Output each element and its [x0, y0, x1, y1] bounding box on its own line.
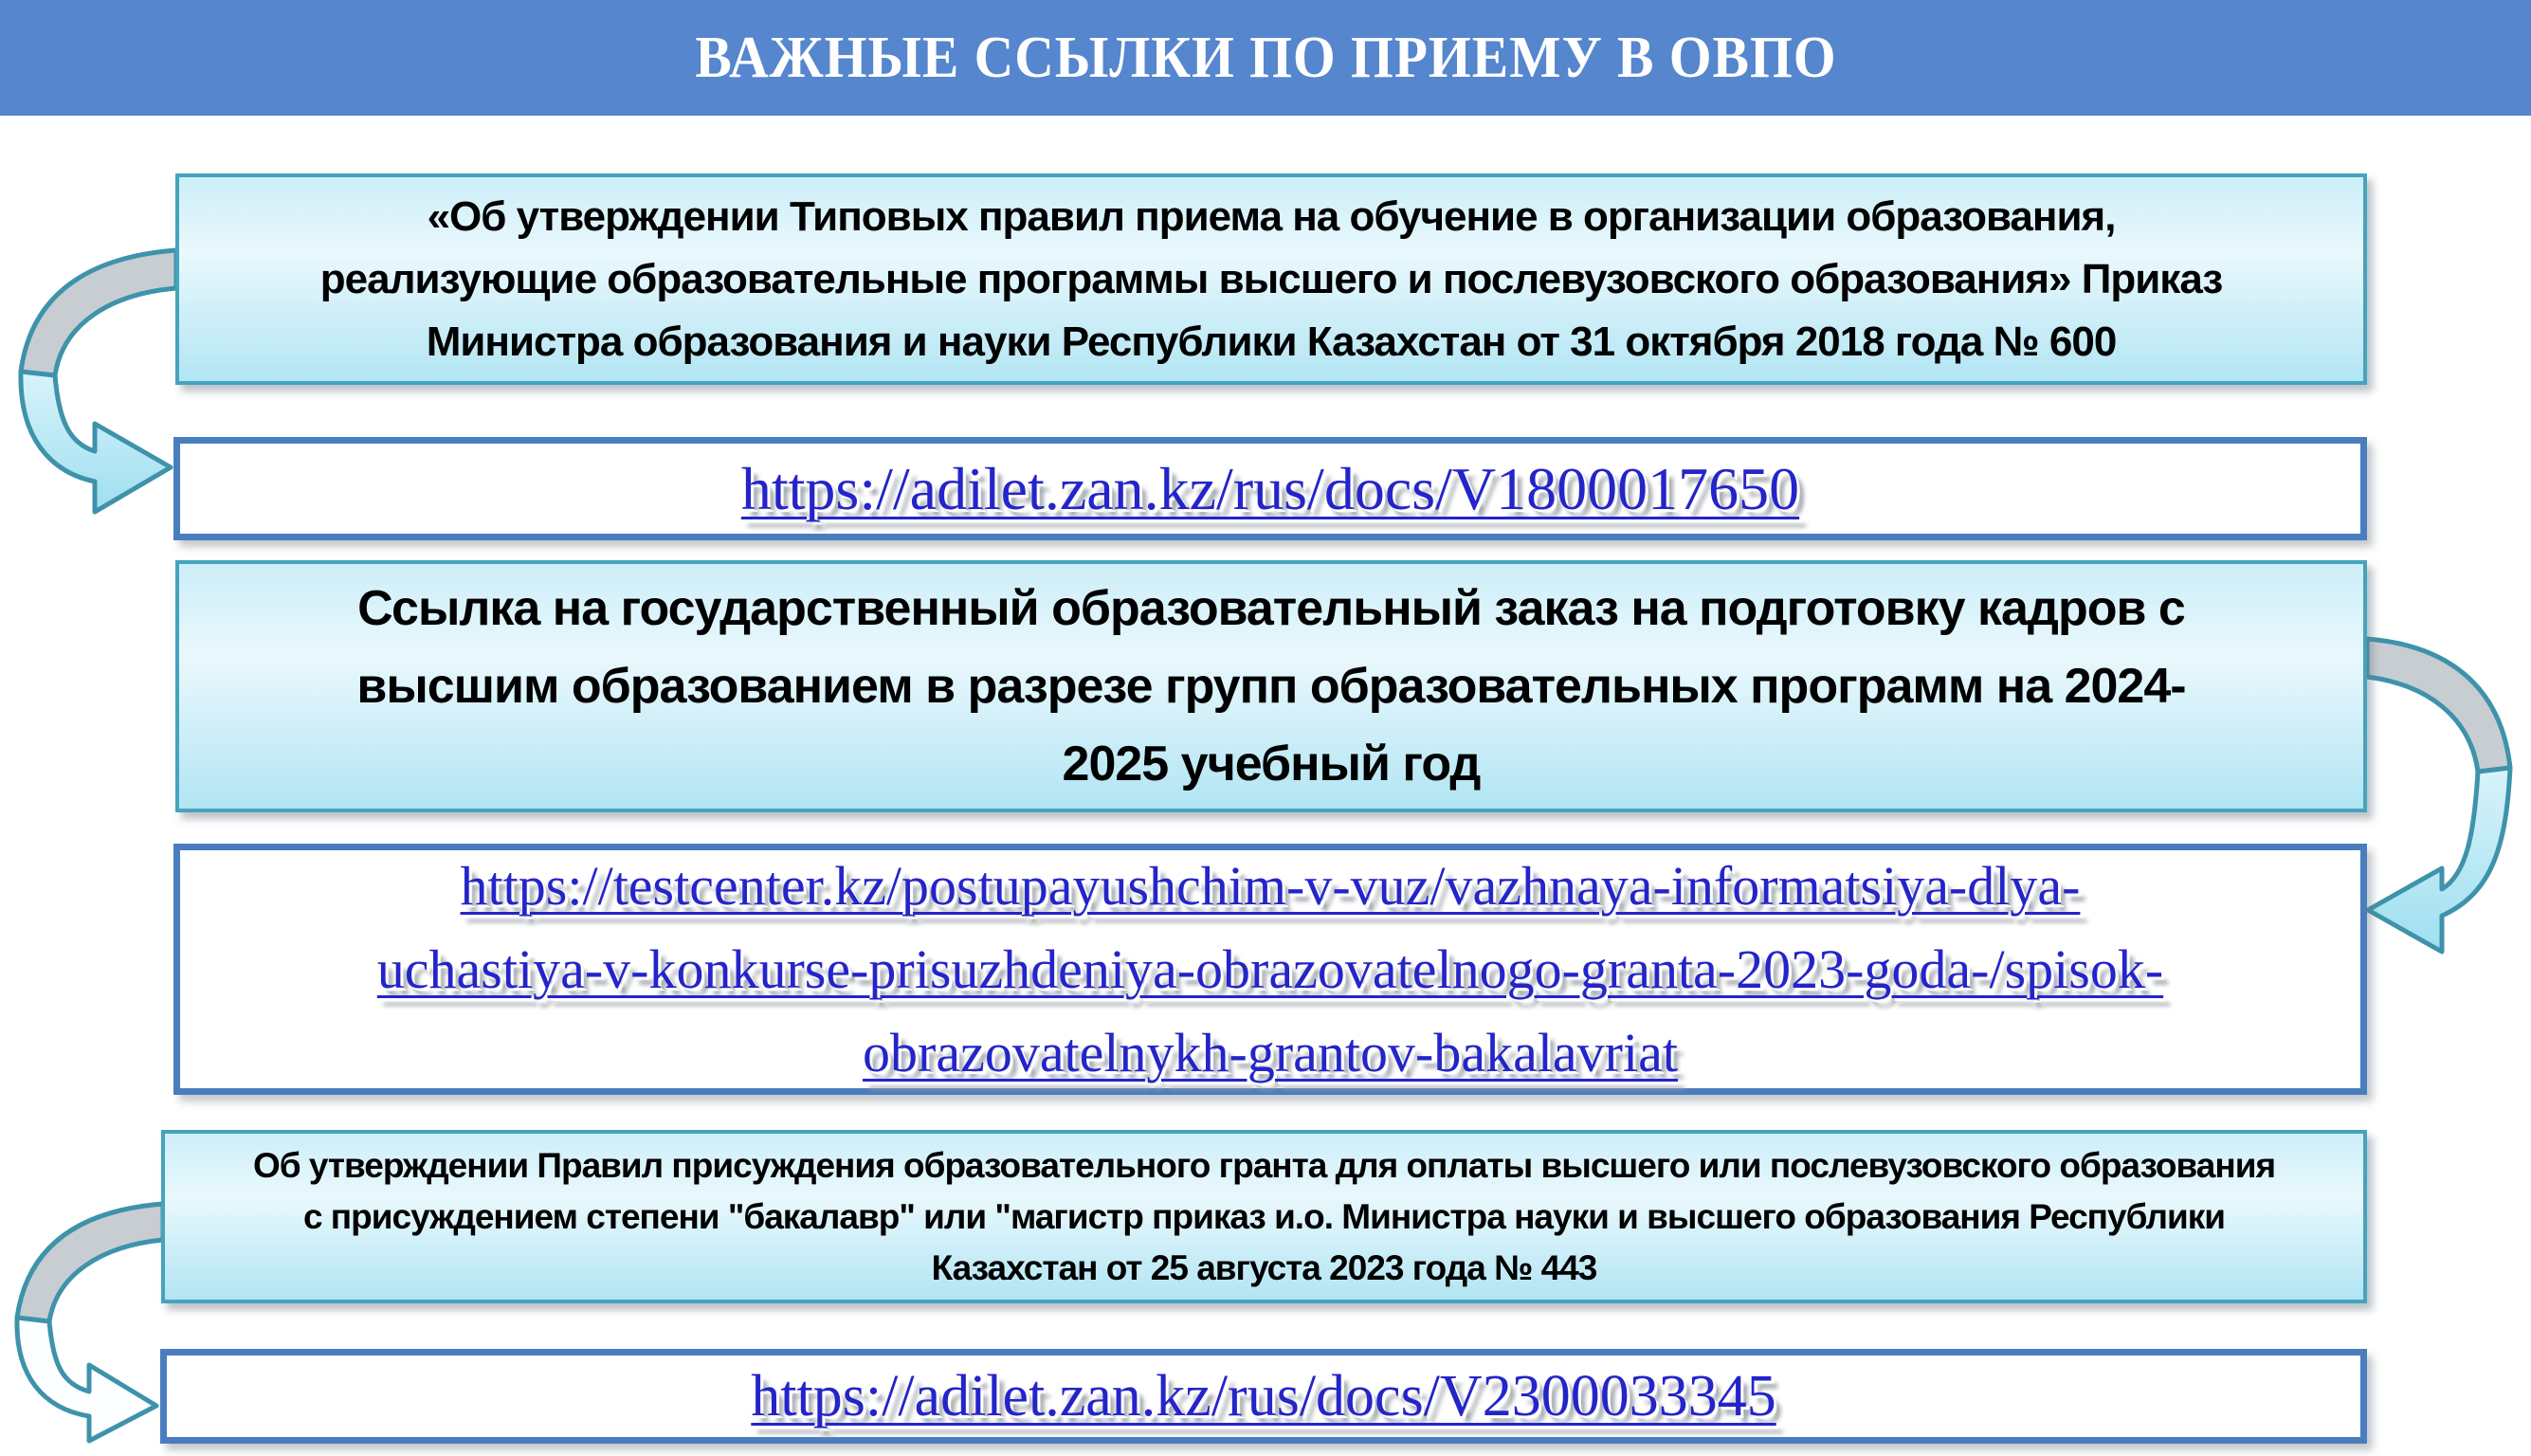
link-line: https://testcenter.kz/postupayushchim-v-vuz/vazhnaya-informatsiya-dlya-	[460, 854, 2081, 917]
text-line: «Об утверждении Типовых правил приема на обучение в организации образования,	[427, 192, 2116, 240]
testcenter-link-box	[173, 844, 2367, 1095]
adilet-600-link-box	[173, 437, 2367, 540]
slide-header	[0, 0, 2531, 116]
order-600-box	[175, 173, 2367, 385]
adilet-600-link[interactable]: https://adilet.zan.kz/rus/docs/V1800017650	[740, 454, 1800, 522]
text-line: 2025 учебный год	[1062, 737, 1481, 792]
gos-zakaz-box	[175, 560, 2367, 812]
text-line: с присуждением степени "бакалавр" или "магистр приказ и.о. Министра науки и высшего образования Республики	[302, 1196, 2226, 1236]
text-line: реализующие образовательные программы высшего и послевузовского образования» Приказ	[319, 255, 2223, 302]
text-line: Министра образования и науки Республики Казахстан от 31 октября 2018 года № 600	[426, 318, 2117, 365]
testcenter-link[interactable]	[377, 845, 2163, 1095]
link-line: uchastiya-v-konkurse-prisuzhdeniya-obrazovatelnogo-granta-2023-goda-/spisok-	[376, 937, 2164, 1000]
text-line: Об утверждении Правил присуждения образовательного гранта для оплаты высшего или послевузовского образования	[252, 1145, 2276, 1185]
page-title: ВАЖНЫЕ ССЫЛКИ ПО ПРИЕМУ В ОВПО	[694, 25, 1837, 90]
text-line: высшим образованием в разрезе групп образовательных программ на 2024-	[356, 659, 2186, 714]
curved-arrow-bottom-left-icon	[0, 1196, 169, 1456]
link-line: obrazovatelnykh-grantov-bakalavriat	[863, 1021, 1678, 1083]
text-line: Казахстан от 25 августа 2023 года № 443	[931, 1247, 1597, 1287]
adilet-443-link[interactable]: https://adilet.zan.kz/rus/docs/V2300033345	[751, 1363, 1776, 1429]
curved-arrow-top-left-icon	[0, 237, 180, 540]
curved-arrow-right-icon	[2351, 626, 2531, 986]
order-443-box	[161, 1130, 2367, 1303]
text-line: Ссылка на государственный образовательный заказ на подготовку кадров с	[357, 581, 2185, 636]
adilet-443-link-box	[160, 1349, 2367, 1444]
